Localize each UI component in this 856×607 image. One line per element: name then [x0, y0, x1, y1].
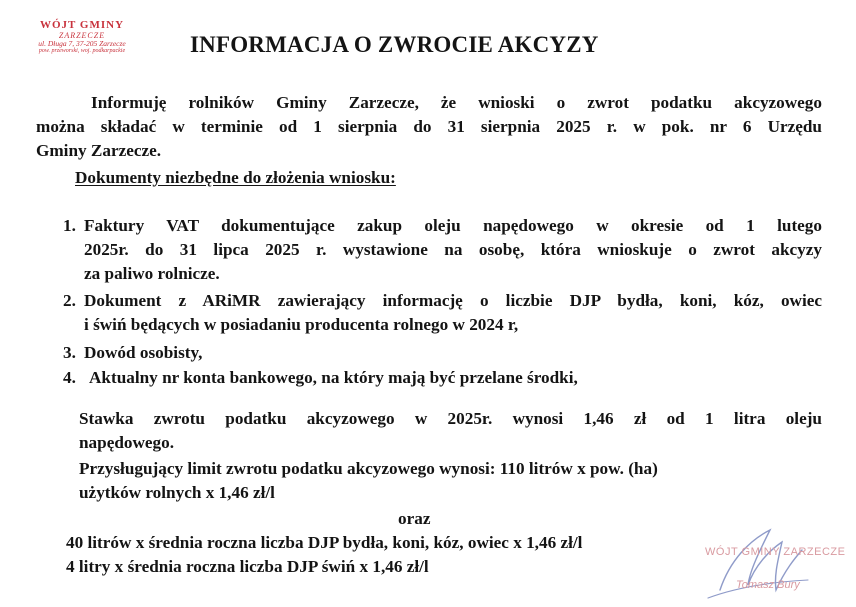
- list-item-line: Aktualny nr konta bankowego, na który mają być przelane środki,: [89, 368, 578, 387]
- list-item-line: Dowód osobisty,: [84, 343, 203, 362]
- rate-line-2: napędowego.: [79, 433, 175, 452]
- stamp-line-3: ul. Długa 7, 37-205 Zarzecze: [38, 38, 126, 48]
- document-title: INFORMACJA O ZWROCIE AKCYZY: [190, 32, 599, 57]
- list-item-line: i świń będących w posiadaniu producenta rolnego w 2024 r,: [84, 315, 519, 334]
- extra-line-1: 40 litrów x średnia roczna liczba DJP bydła, koni, kóz, owiec x 1,46 zł/l: [66, 533, 583, 552]
- list-item-line: 2025r. do 31 lipca 2025 r. wystawione na osobę, która wnioskuje o zwrot akcyzy: [84, 240, 822, 259]
- limit-line-1: Przysługujący limit zwrotu podatku akcyzowego wynosi: 110 litrów x pow. (ha): [79, 459, 658, 478]
- intro-line-1: Informuję rolników Gminy Zarzecze, że wnioski o zwrot podatku akcyzowego: [91, 93, 822, 112]
- list-number: 2.: [63, 291, 76, 310]
- signature-name: Tomasz Bury: [736, 579, 800, 591]
- limit-line-2: użytków rolnych x 1,46 zł/l: [79, 483, 275, 502]
- intro-line-2: można składać w terminie od 1 sierpnia do 31 sierpnia 2025 r. w pok. nr 6 Urzędu: [36, 117, 822, 136]
- stamp-line-4: pow. przeworski, woj. podkarpackie: [38, 47, 126, 54]
- oraz-connector: oraz: [398, 509, 431, 528]
- rate-line-1: Stawka zwrotu podatku akcyzowego w 2025r. wynosi 1,46 zł od 1 litra oleju: [79, 409, 822, 428]
- list-item-line: za paliwo rolnicze.: [84, 264, 220, 283]
- signature-scribble-icon: [690, 520, 820, 605]
- list-number: 4.: [63, 368, 76, 387]
- stamp-line-2: ZARZECZE: [58, 30, 106, 40]
- list-item-line: Dokument z ARiMR zawierający informację o liczbie DJP bydła, koni, kóz, owiec: [84, 291, 822, 310]
- list-number: 3.: [63, 343, 76, 362]
- office-stamp: [22, 20, 142, 54]
- list-number: 1.: [63, 216, 76, 235]
- extra-line-2: 4 litry x średnia roczna liczba DJP świń x 1,46 zł/l: [66, 557, 429, 576]
- documents-heading: Dokumenty niezbędne do złożenia wniosku:: [75, 168, 396, 187]
- signature-office: WÓJT GMINY ZARZECZE: [705, 546, 846, 558]
- stamp-line-1: WÓJT GMINY: [39, 19, 125, 31]
- list-item-line: Faktury VAT dokumentujące zakup oleju napędowego w okresie od 1 lutego: [84, 216, 822, 235]
- intro-line-3: Gminy Zarzecze.: [36, 141, 162, 160]
